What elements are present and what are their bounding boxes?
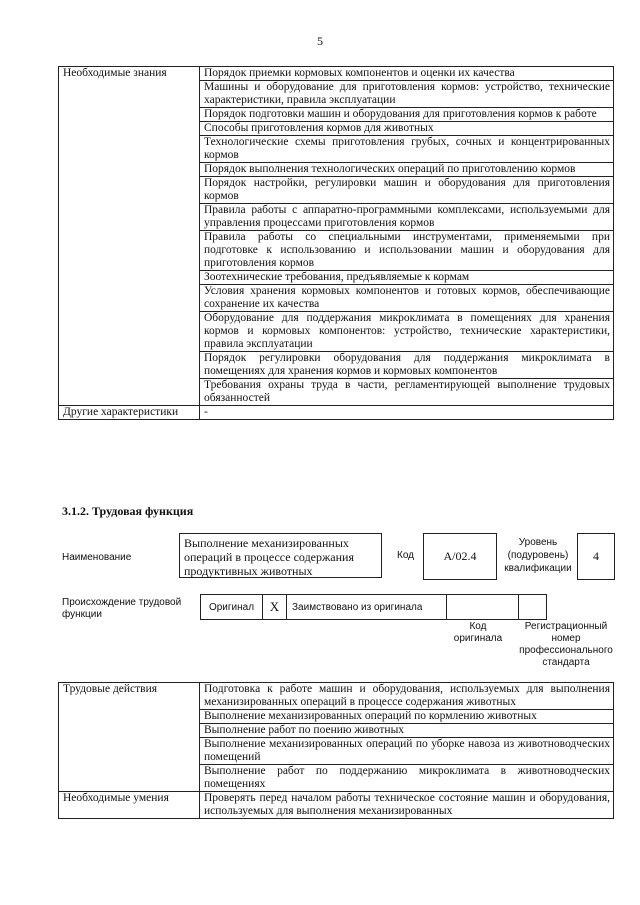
knowledge-item: Порядок выполнения технологических операций по приготовлению кормов — [200, 163, 614, 177]
knowledge-item: Порядок подготовки машин и оборудования для приготовления кормов к работе — [200, 108, 614, 122]
table-row — [59, 683, 614, 710]
reg-number-caption: Регистрационный номер профессионального стандарта — [519, 621, 613, 668]
knowledge-item: Порядок регулировки оборудования для поддержания микроклимата в помещениях для хранения кормов и кормовых компонентов — [200, 352, 614, 379]
function-name-box: Выполнение механизированных операций в процессе содержания продуктивных животных — [179, 533, 382, 578]
original-label: Оригинал — [201, 595, 263, 619]
knowledge-item: Требования охраны труда в части, регламентирующей выполнение трудовых обязанностей — [200, 379, 614, 406]
knowledge-item: Порядок приемки кормовых компонентов и оценки их качества — [200, 67, 614, 81]
section-title: 3.1.2. Трудовая функция — [62, 504, 194, 518]
knowledge-item: Правила работы с аппаратно-программными комплексами, используемыми для управления процессами приготовления кормов — [200, 204, 614, 231]
knowledge-item: Технологические схемы приготовления грубых, сочных и концентрированных кормов — [200, 136, 614, 163]
knowledge-item: Порядок настройки, регулировки машин и оборудования для приготовления кормов — [200, 177, 614, 204]
knowledge-item: Зоотехнические требования, предъявляемые к кормам — [200, 271, 614, 285]
page-number: 5 — [317, 34, 323, 48]
code-original-cell — [447, 595, 519, 619]
origin-row — [200, 594, 547, 620]
level-label: Уровень (подуровень) квалификации — [504, 537, 572, 574]
code-value-box: A/02.4 — [423, 533, 497, 580]
origin-label: Происхождение трудовой функции — [62, 597, 182, 620]
labor-action-item: Подготовка к работе машин и оборудования, используемых для выполнения механизированных операций в процессе содержания животных — [200, 683, 614, 710]
knowledge-item: Способы приготовления кормов для животных — [200, 122, 614, 136]
table-row — [59, 67, 614, 81]
knowledge-item: Правила работы со специальными инструментами, применяемыми при подготовке к использованию и использовании машин и оборудования для приготовления кормов — [200, 231, 614, 271]
knowledge-item: Условия хранения кормовых компонентов и готовых кормов, обеспечивающие сохранение их качества — [200, 285, 614, 312]
other-characteristics-value: - — [200, 406, 614, 420]
other-characteristics-label: Другие характеристики — [59, 406, 200, 420]
actions-table — [58, 682, 614, 819]
knowledge-item: Машины и оборудование для приготовления кормов: устройство, технические характеристики, правила эксплуатации — [200, 81, 614, 108]
level-value-box: 4 — [577, 533, 615, 580]
labor-action-item: Выполнение работ по поддержанию микроклимата в животноводческих помещениях — [200, 765, 614, 792]
code-original-caption: Код оригинала — [453, 621, 503, 644]
knowledge-label: Необходимые знания — [59, 67, 200, 406]
skills-label: Необходимые умения — [59, 792, 200, 819]
knowledge-table — [58, 66, 614, 420]
reg-number-cell — [519, 595, 546, 619]
original-mark: X — [263, 595, 287, 619]
labor-action-item: Выполнение механизированных операций по уборке навоза из животноводческих помещений — [200, 738, 614, 765]
table-row — [59, 792, 614, 819]
knowledge-item: Оборудование для поддержания микроклимата в помещениях для хранения кормов и кормовых компонентов: устройство, технические характеристики, правила эксплуатации — [200, 312, 614, 352]
table-row — [59, 406, 614, 420]
borrowed-label: Заимствовано из оригинала — [287, 595, 447, 619]
code-label: Код — [397, 550, 415, 561]
labor-actions-label: Трудовые действия — [59, 683, 200, 792]
skill-item: Проверять перед началом работы техническое состояние машин и оборудования, используемых для выполнения механизированных — [200, 792, 614, 819]
name-label: Наименование — [62, 552, 132, 563]
labor-action-item: Выполнение механизированных операций по кормлению животных — [200, 710, 614, 724]
labor-action-item: Выполнение работ по поению животных — [200, 724, 614, 738]
